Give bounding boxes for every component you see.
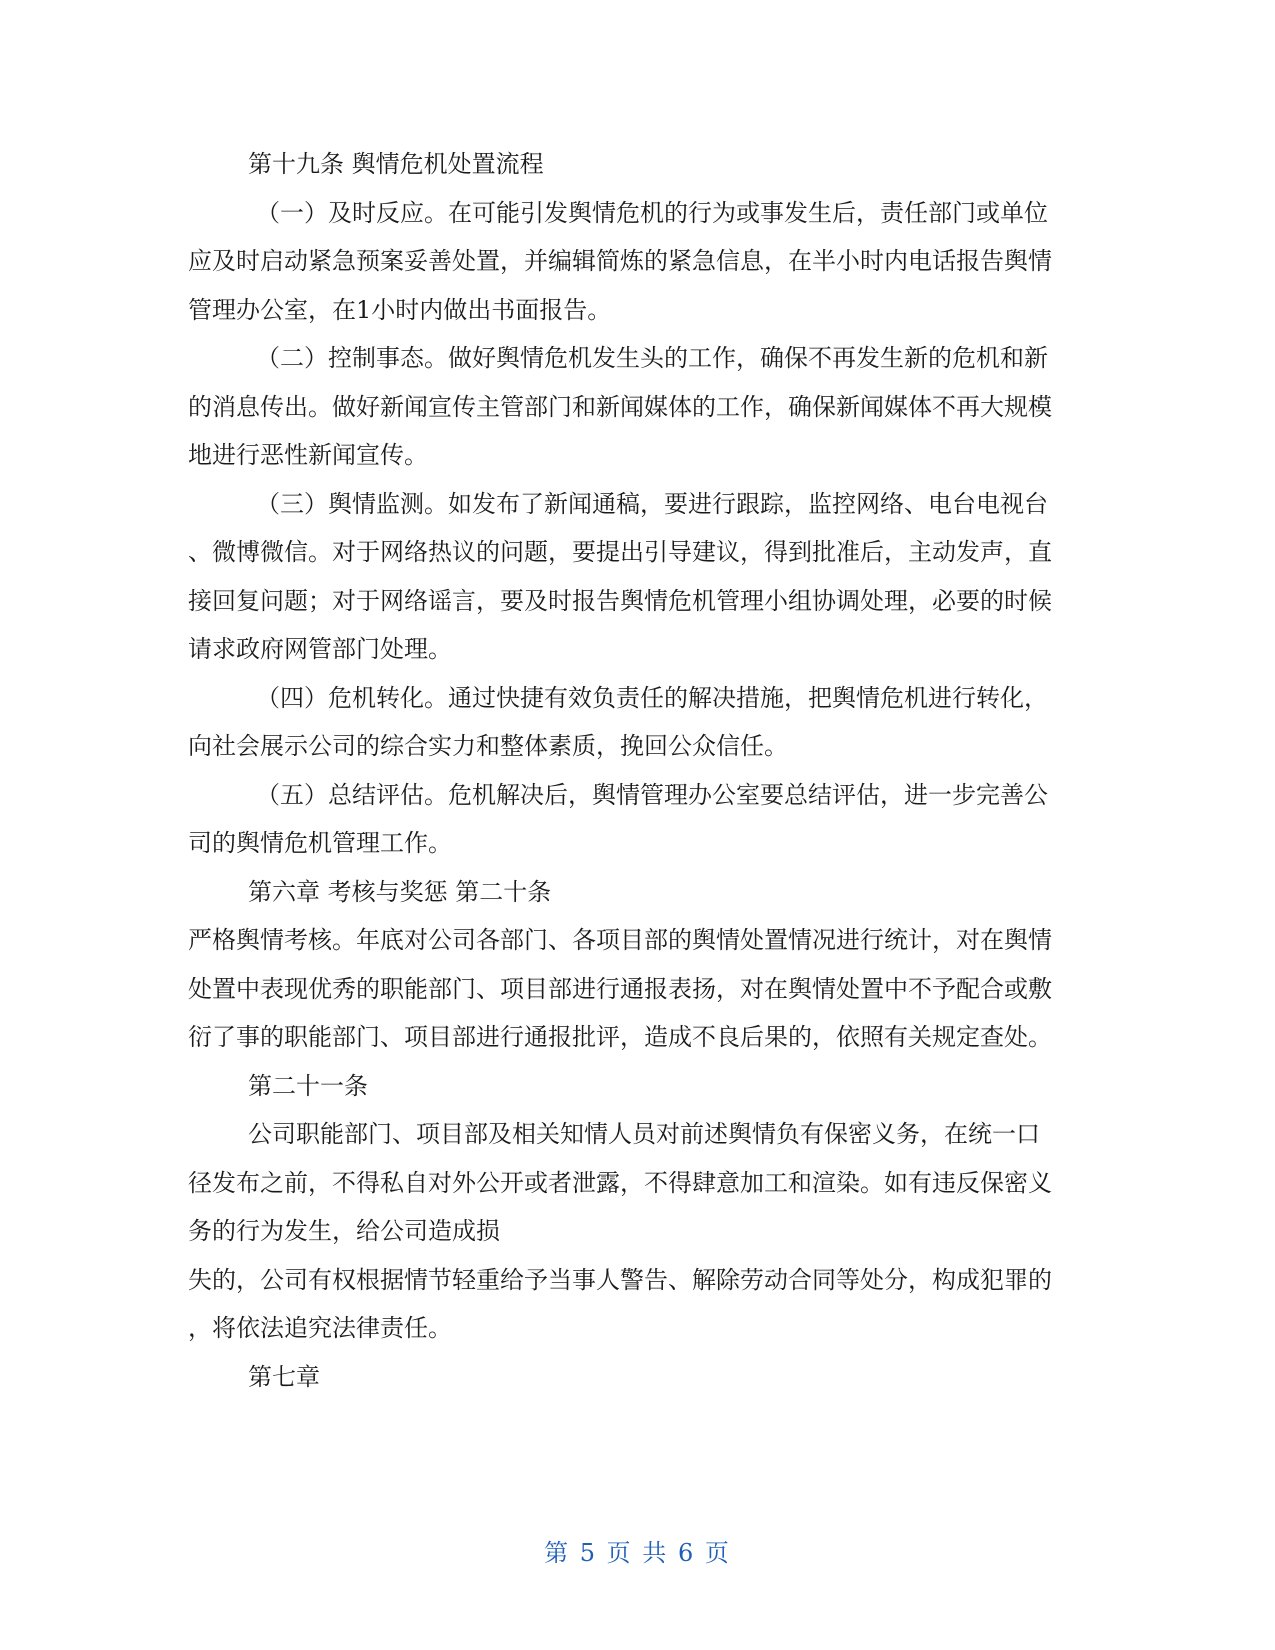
paragraph-line: 的消息传出。做好新闻宣传主管部门和新闻媒体的工作，确保新闻媒体不再大规模 — [188, 392, 1052, 421]
paragraph-line: 接回复问题；对于网络谣言，要及时报告舆情危机管理小组协调处理，必要的时候 — [188, 586, 1052, 615]
article-heading: 第二十一条 — [248, 1071, 368, 1100]
paragraph-line: 失的，公司有权根据情节轻重给予当事人警告、解除劳动合同等处分，构成犯罪的 — [188, 1265, 1052, 1294]
paragraph-line: （三）舆情监测。如发布了新闻通稿，要进行跟踪，监控网络、电台电视台 — [256, 489, 1048, 518]
document-body — [188, 140, 1088, 1401]
paragraph-line: ，将依法追究法律责任。 — [188, 1314, 452, 1342]
paragraph-line: 司的舆情危机管理工作。 — [188, 829, 452, 857]
paragraph-line: 应及时启动紧急预案妥善处置，并编辑简炼的紧急信息，在半小时内电话报告舆情 — [188, 247, 1052, 275]
paragraph-line: （五）总结评估。危机解决后，舆情管理办公室要总结评估，进一步完善公 — [256, 780, 1048, 809]
article-heading: 第十九条 舆情危机处置流程 — [248, 150, 544, 178]
paragraph-line: （一）及时反应。在可能引发舆情危机的行为或事发生后，责任部门或单位 — [256, 198, 1048, 227]
paragraph-line: 务的行为发生，给公司造成损 — [188, 1217, 500, 1245]
chapter-heading: 第七章 — [248, 1362, 320, 1391]
paragraph-line: 地进行恶性新闻宣传。 — [188, 441, 428, 469]
paragraph-line: 处置中表现优秀的职能部门、项目部进行通报表扬，对在舆情处置中不予配合或敷 — [188, 974, 1052, 1003]
paragraph-line: 严格舆情考核。年底对公司各部门、各项目部的舆情处置情况进行统计，对在舆情 — [188, 926, 1052, 954]
paragraph-line: （四）危机转化。通过快捷有效负责任的解决措施，把舆情危机进行转化， — [256, 683, 1048, 712]
paragraph-line: 、微博微信。对于网络热议的问题，要提出引导建议，得到批准后，主动发声，直 — [188, 538, 1052, 566]
paragraph-line: 径发布之前，不得私自对外公开或者泄露，不得肆意加工和渲染。如有违反保密义 — [188, 1168, 1052, 1197]
paragraph-line: 公司职能部门、项目部及相关知情人员对前述舆情负有保密义务，在统一口 — [248, 1120, 1040, 1148]
paragraph-line: 管理办公室，在1小时内做出书面报告。 — [188, 295, 612, 324]
paragraph-line: 请求政府网管部门处理。 — [188, 635, 452, 663]
page-number-footer: 第 5 页 共 6 页 — [544, 1539, 731, 1567]
paragraph-line: 向社会展示公司的综合实力和整体素质，挽回公众信任。 — [188, 732, 788, 760]
paragraph-line: （二）控制事态。做好舆情危机发生头的工作，确保不再发生新的危机和新 — [256, 344, 1048, 372]
paragraph-line: 衍了事的职能部门、项目部进行通报批评，造成不良后果的，依照有关规定查处。 — [188, 1023, 1052, 1051]
chapter-heading: 第六章 考核与奖惩 第二十条 — [248, 877, 552, 906]
